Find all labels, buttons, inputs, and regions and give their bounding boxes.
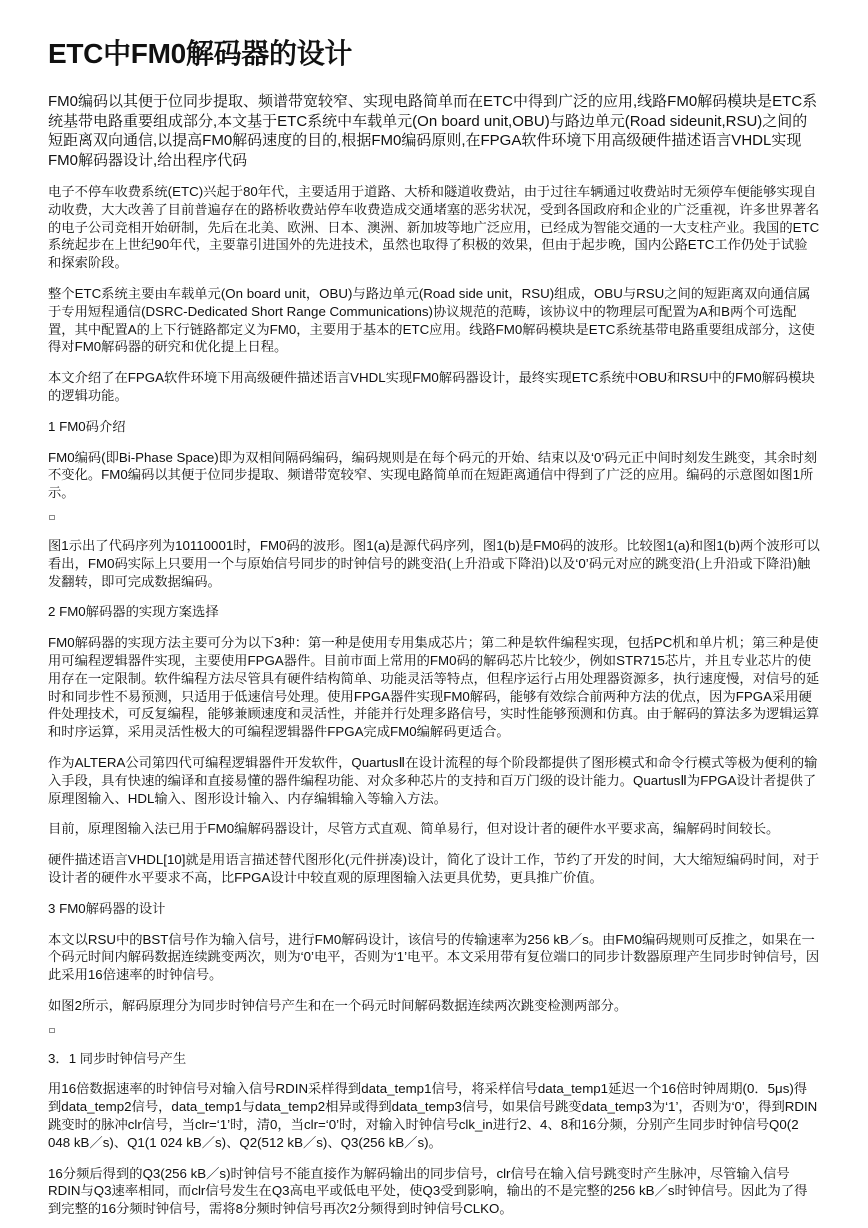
paragraph-vhdl: 硬件描述语言VHDL[10]就是用语言描述替代图形化(元件拼凑)设计，简化了设计工作，节约了开发的时间，大大缩短编码时间，对于设计者的硬件水平要求不高，比FPGA设计中较直观的原理图输入法更具优势，更具推广价值。 (48, 852, 820, 885)
paragraph-figure-1: 图1示出了代码序列为10110001时，FM0码的波形。图1(a)是源代码序列，图1(b)是FM0码的波形。比较图1(a)和图1(b)两个波形可以看出，FM0码实际上只要用一个与原始信号同步的时钟信号的跳变沿(上升沿或下降沿)以及‘0’码元对应的跳变沿(上升沿或下降沿)触发翻转，即可完成数据编码。 (48, 537, 820, 589)
paragraph-methods: FM0解码器的实现方法主要可分为以下3种：第一种是使用专用集成芯片；第二种是软件编程实现，包括PC机和单片机；第三种是使用可编程逻辑器件实现，主要使用FPGA器件。目前市面上常用的FM0码的解码芯片比较少，例如STR715芯片，并且专业芯片的使用存在一定限制。软件编程方法尽管具有硬件结构简单、功能灵活等特点，但程序运行占用处理器资源多，执行速度慢，对信号的延时和同步性不易预测，只适用于低速信号处理。使用FPGA器件实现FM0解码，能够有效综合前两种方法的优点，因为FPGA采用硬件处理技术，可反复编程，能够兼顾速度和灵活性，并能并行处理多路信号，实时性能够预测和仿真。由于解码的算法多为逻辑运算和时序运算，采用灵活性极大的可编程逻辑器件FPGA完成FM0编解码更适合。 (48, 635, 820, 740)
article-title: ETC中FM0解码器的设计 (48, 38, 353, 69)
paragraph-fm0-rules: FM0编码(即Bi-Phase Space)即为双相间隔码编码，编码规则是在每个码元的开始、结束以及‘0’码元正中间时刻发生跳变，其余时刻不变化。FM0编码以其便于位同步提取、频谱带宽较窄、实现电路简单而在短距离通信中得到了广泛的应用。编码的示意图如图1所示。 (48, 449, 818, 501)
article-abstract: FM0编码以其便于位同步提取、频谱带宽较窄、实现电路简单而在ETC中得到广泛的应用,线路FM0解码模块是ETC系统基带电路重要组成部分,本文基于ETC系统中车载单元(On board unit,OBU)与路边单元(Road sideunit,RSU)之间的短距离双向通信,以提高FM0解码速度的目的,根据FM0编码原则,在FPGA软件环境下用高级硬件描述语言VHDL实现FM0解码器设计,给出程序代码 (48, 93, 818, 169)
paragraph-clock-sampling: 用16倍数据速率的时钟信号对输入信号RDIN采样得到data_temp1信号，将采样信号data_temp1延迟一个16倍时钟周期(0．5μs)得到data_temp2信号，data_temp1与data_temp2相异或得到data_temp3信号，如果信号跳变data_temp3为‘1’，否则为‘0’，得到RDIN跳变时的脉冲clr信号，当clr=‘1’时，清0，当clr=‘0’时，对输入时钟信号clk_in进行2、4、8和16分频，分别产生同步时钟信号Q0(2 048 kB／s)、Q1(1 024 kB／s)、Q2(512 kB／s)、Q3(256 kB／s)。 (48, 1081, 818, 1150)
paragraph-intro: 电子不停车收费系统(ETC)兴起于80年代，主要适用于道路、大桥和隧道收费站，由于过往车辆通过收费站时无须停车便能够实现自动收费，大大改善了目前普遍存在的路桥收费站停车收费造成交通堵塞的恶劣状况，受到各国政府和企业的广泛重视，许多世界著名的电子公司竞相开始研制，先后在北美、欧洲、日本、澳洲、新加坡等地广泛应用，已经成为智能交通的一大支柱产业。我国的ETC系统起步在上世纪90年代，主要靠引进国外的先进技术，虽然也取得了积极的效果，但由于起步晚，国内公路ETC工作仍处于试验和探索阶段。 (48, 184, 820, 271)
section-heading-1: 1 FM0码介绍 (48, 418, 126, 434)
section-heading-3-1: 3．1 同步时钟信号产生 (48, 1050, 187, 1066)
paragraph-figure-2: 如图2所示，解码原理分为同步时钟信号产生和在一个码元时间解码数据连续两次跳变检测两部分。 (48, 997, 628, 1013)
paragraph-design: 本文以RSU中的BST信号作为输入信号，进行FM0解码设计，该信号的传输速率为256 kB／s。由FM0编码规则可反推之，如果在一个码元时间内解码数据连续跳变两次，则为‘0’电平，否则为‘1’电平。本文采用带有复位端口的同步计数器原理产生同步时钟信号，因此采用16倍速率的时钟信号。 (48, 931, 820, 983)
figure-2-broken-image-icon (48, 1027, 820, 1037)
paragraph-schematic: 目前，原理图输入法已用于FM0编解码器设计，尽管方式直观、简单易行，但对设计者的硬件水平要求高，编解码时间较长。 (48, 821, 780, 837)
paragraph-system: 整个ETC系统主要由车载单元(On board unit，OBU)与路边单元(Road side unit，RSU)组成，OBU与RSU之间的短距离双向通信属于专用短程通信(DSRC-Dedicated Short Range Communications)协议规范的范畴，该协议中的物理层可配置为A和B两个可选配置，其中配置A的上下行链路都定义为FM0，主要用于基本的ETC应用。线路FM0解码模块是ETC系统基带电路重要组成部分，这使得对FM0解码器的研究和优化提上日程。 (48, 285, 815, 355)
section-heading-3: 3 FM0解码器的设计 (48, 900, 166, 916)
paragraph-clock-division: 16分频后得到的Q3(256 kB／s)时钟信号不能直接作为解码输出的同步信号，clr信号在输入信号跳变时产生脉冲，尽管输入信号RDIN与Q3速率相同，而clr信号发生在Q3高电平或低电平处，使Q3受到影响，输出的不是完整的256 kB／s时钟信号。因此为了得到完整的16分频时钟信号，需将8分频时钟信号再次2分频得到时钟信号CLKO。 (48, 1165, 808, 1217)
paragraph-scope: 本文介绍了在FPGA软件环境下用高级硬件描述语言VHDL实现FM0解码器设计，最终实现ETC系统中OBU和RSU中的FM0解码模块的逻辑功能。 (48, 370, 815, 403)
section-heading-2: 2 FM0解码器的实现方案选择 (48, 604, 219, 620)
figure-1-broken-image-icon (48, 514, 820, 524)
paragraph-quartus: 作为ALTERA公司第四代可编程逻辑器件开发软件，QuartusⅡ在设计流程的每个阶段都提供了图形模式和命令行模式等极为便利的输入手段，具有快速的编译和直接易懂的器件编程功能、对众多种芯片的支持和百万门级的设计能力。QuartusⅡ为FPGA设计者提供了原理图输入、HDL输入、图形设计输入、内存编辑输入等输入方法。 (48, 754, 818, 806)
